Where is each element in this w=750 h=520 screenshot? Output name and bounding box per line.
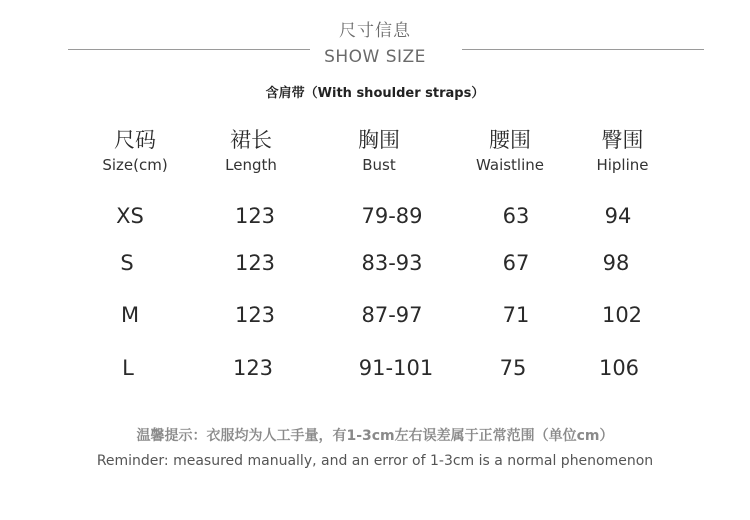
header-bust-cn: 胸围 [358, 128, 400, 152]
cell-length: 123 [234, 204, 276, 228]
header-size-cn: 尺码 [114, 128, 156, 152]
reminder-en: Reminder: measured manually, and an error of 1-3cm is a normal phenomenon [96, 453, 654, 469]
cell-waistline: 67 [502, 251, 530, 275]
cell-hipline: 102 [601, 303, 643, 327]
header-hipline-cn: 臀围 [601, 128, 644, 152]
page-title-cn: 尺寸信息 [339, 21, 411, 41]
cell-bust: 91-101 [358, 356, 434, 380]
cell-hipline: 106 [598, 356, 640, 380]
cell-bust: 87-97 [361, 303, 423, 327]
cell-bust: 83-93 [361, 251, 423, 275]
cell-length: 123 [234, 251, 276, 275]
cell-bust: 79-89 [361, 204, 423, 228]
header-hipline-en: Hipline [596, 156, 649, 174]
subtitle: 含肩带（With shoulder straps） [265, 86, 485, 101]
cell-hipline: 94 [604, 204, 632, 228]
cell-length: 123 [232, 356, 274, 380]
cell-size: L [122, 356, 134, 380]
header-waistline-en: Waistline [476, 156, 544, 174]
reminder-cn: 温馨提示：衣服均为人工手量，有1-3cm左右误差属于正常范围（单位cm） [136, 428, 614, 444]
header-waistline-cn: 腰围 [489, 128, 531, 152]
cell-length: 123 [234, 303, 276, 327]
cell-waistline: 71 [502, 303, 530, 327]
cell-waistline: 75 [499, 356, 527, 380]
cell-size: XS [116, 204, 144, 228]
page-title-en: SHOW SIZE [324, 47, 426, 67]
cell-waistline: 63 [502, 204, 530, 228]
cell-size: M [120, 303, 140, 327]
cell-hipline: 98 [602, 251, 630, 275]
header-length-en: Length [225, 156, 277, 174]
header-bust-en: Bust [362, 156, 396, 174]
header-size-en: Size(cm) [102, 156, 168, 174]
cell-size: S [120, 251, 134, 275]
header-length-cn: 裙长 [230, 128, 272, 152]
